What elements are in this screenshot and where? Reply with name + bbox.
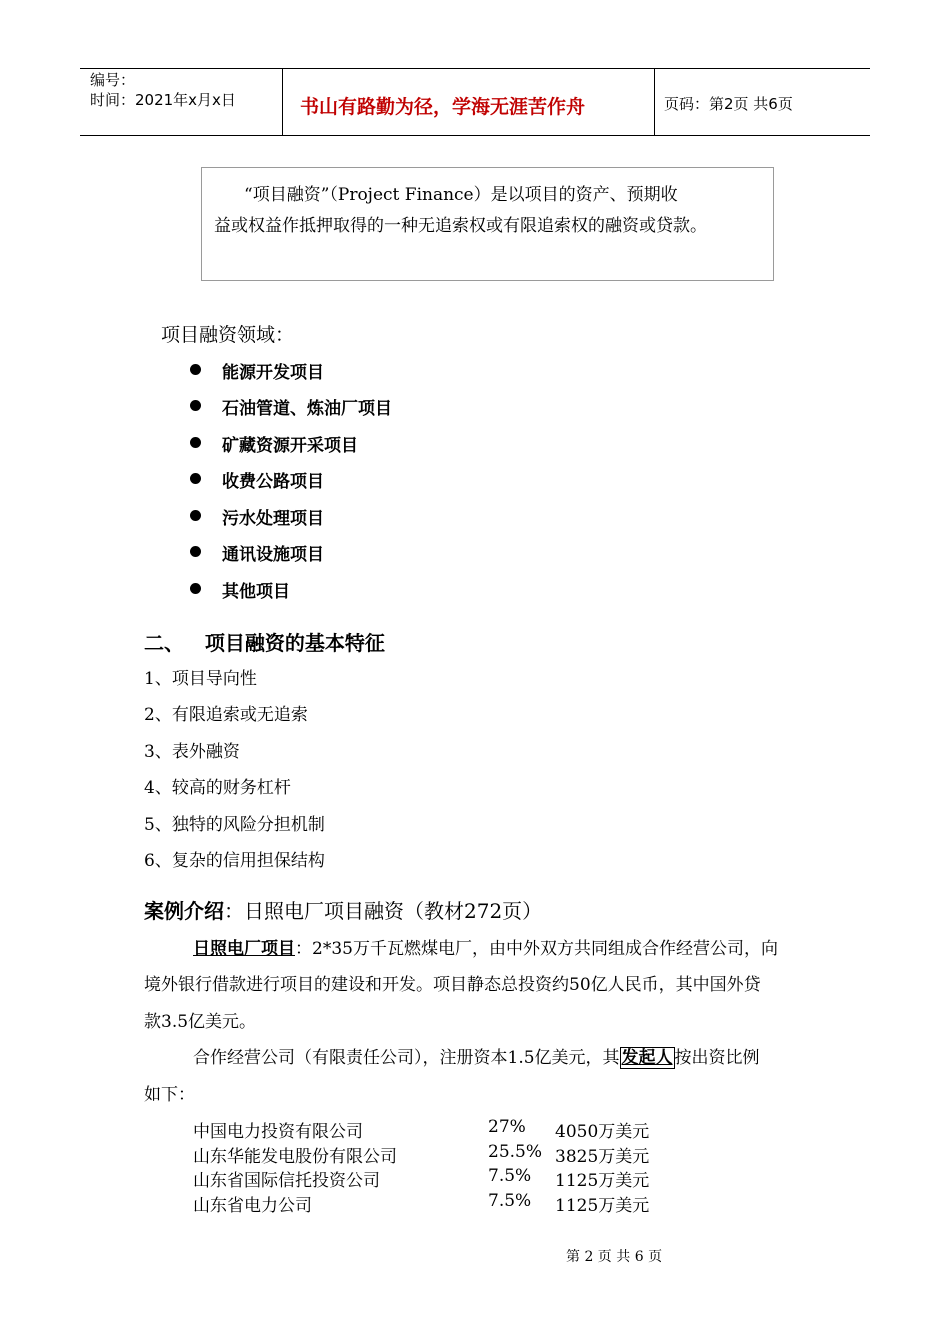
p2-line2: 如下：	[144, 1085, 195, 1105]
page-footer: 第 2 页 共 6 页	[566, 1249, 663, 1265]
feature-item: 4、较高的财务杠杆	[144, 778, 291, 798]
shareholder-name: 山东省国际信托投资公司	[193, 1171, 380, 1191]
feature-item: 6、复杂的信用担保结构	[144, 851, 325, 871]
p2-after: 按出资比例	[674, 1048, 760, 1068]
field-item: 通讯设施项目	[222, 545, 324, 565]
shareholder-pct: 25.5%	[488, 1142, 543, 1162]
bullet-icon	[190, 583, 201, 594]
header-top-rule	[80, 68, 870, 69]
header-bottom-rule	[80, 135, 870, 136]
shareholder-amount: 4050万美元	[555, 1122, 650, 1142]
bullet-icon	[190, 364, 201, 375]
fields-label: 项目融资领域：	[161, 324, 295, 346]
p1-line2: 境外银行借款进行项目的建设和开发。项目静态总投资约50亿人民币，其中国外贷	[144, 975, 761, 995]
header-page-label: 页码：第2页 共6页	[664, 95, 793, 113]
shareholder-pct: 7.5%	[488, 1166, 532, 1186]
feature-item: 2、有限追索或无追索	[144, 705, 308, 725]
field-item: 污水处理项目	[222, 509, 324, 529]
p1-line3: 款3.5亿美元。	[144, 1012, 257, 1032]
feature-item: 5、独特的风险分担机制	[144, 815, 325, 835]
bullet-icon	[190, 400, 201, 411]
field-item: 能源开发项目	[222, 363, 324, 383]
shareholder-pct: 27%	[488, 1117, 526, 1137]
header-divider-right	[654, 68, 655, 136]
bullet-icon	[190, 510, 201, 521]
case-paragraph-2	[193, 1043, 760, 1068]
definition-line-1: “项目融资”（Project Finance）是以项目的资产、预期收	[244, 185, 678, 205]
field-item: 矿藏资源开采项目	[222, 436, 358, 456]
p2-before: 合作经营公司（有限责任公司），注册资本1.5亿美元，其	[193, 1048, 620, 1068]
shareholder-name: 山东省电力公司	[193, 1196, 312, 1216]
shareholder-pct: 7.5%	[488, 1191, 532, 1211]
case-title-rest: ：日照电厂项目融资（教材272页）	[224, 899, 543, 923]
bullet-icon	[190, 546, 201, 557]
shareholder-name: 中国电力投资有限公司	[193, 1122, 363, 1142]
case-title-bold: 案例介绍	[144, 899, 224, 923]
field-item: 收费公路项目	[222, 472, 324, 492]
bullet-icon	[190, 473, 201, 484]
header-divider-left	[282, 68, 283, 136]
shareholder-name: 山东华能发电股份有限公司	[193, 1147, 397, 1167]
sponsor-boxed: 发起人	[621, 1048, 673, 1068]
bullet-icon	[190, 437, 201, 448]
case-paragraph-1	[193, 934, 778, 959]
feature-item: 1、项目导向性	[144, 669, 257, 689]
project-name: 日照电厂项目	[193, 939, 295, 959]
header-time-label: 时间：2021年x月x日	[90, 91, 236, 109]
shareholder-amount: 1125万美元	[555, 1196, 650, 1216]
p1-line1: ：2*35万千瓦燃煤电厂，由中外双方共同组成合作经营公司，向	[295, 939, 778, 959]
section-heading: 二、 项目融资的基本特征	[144, 631, 385, 655]
feature-item: 3、表外融资	[144, 742, 240, 762]
header-motto: 书山有路勤为径，学海无涯苦作舟	[300, 96, 586, 118]
field-item: 其他项目	[222, 582, 290, 602]
definition-line-2: 益或权益作抵押取得的一种无追索权或有限追索权的融资或贷款。	[214, 216, 707, 236]
shareholder-amount: 3825万美元	[555, 1147, 650, 1167]
field-item: 石油管道、炼油厂项目	[222, 399, 392, 419]
header-number-label: 编号：	[90, 71, 136, 89]
case-title	[144, 895, 542, 924]
shareholder-amount: 1125万美元	[555, 1171, 650, 1191]
